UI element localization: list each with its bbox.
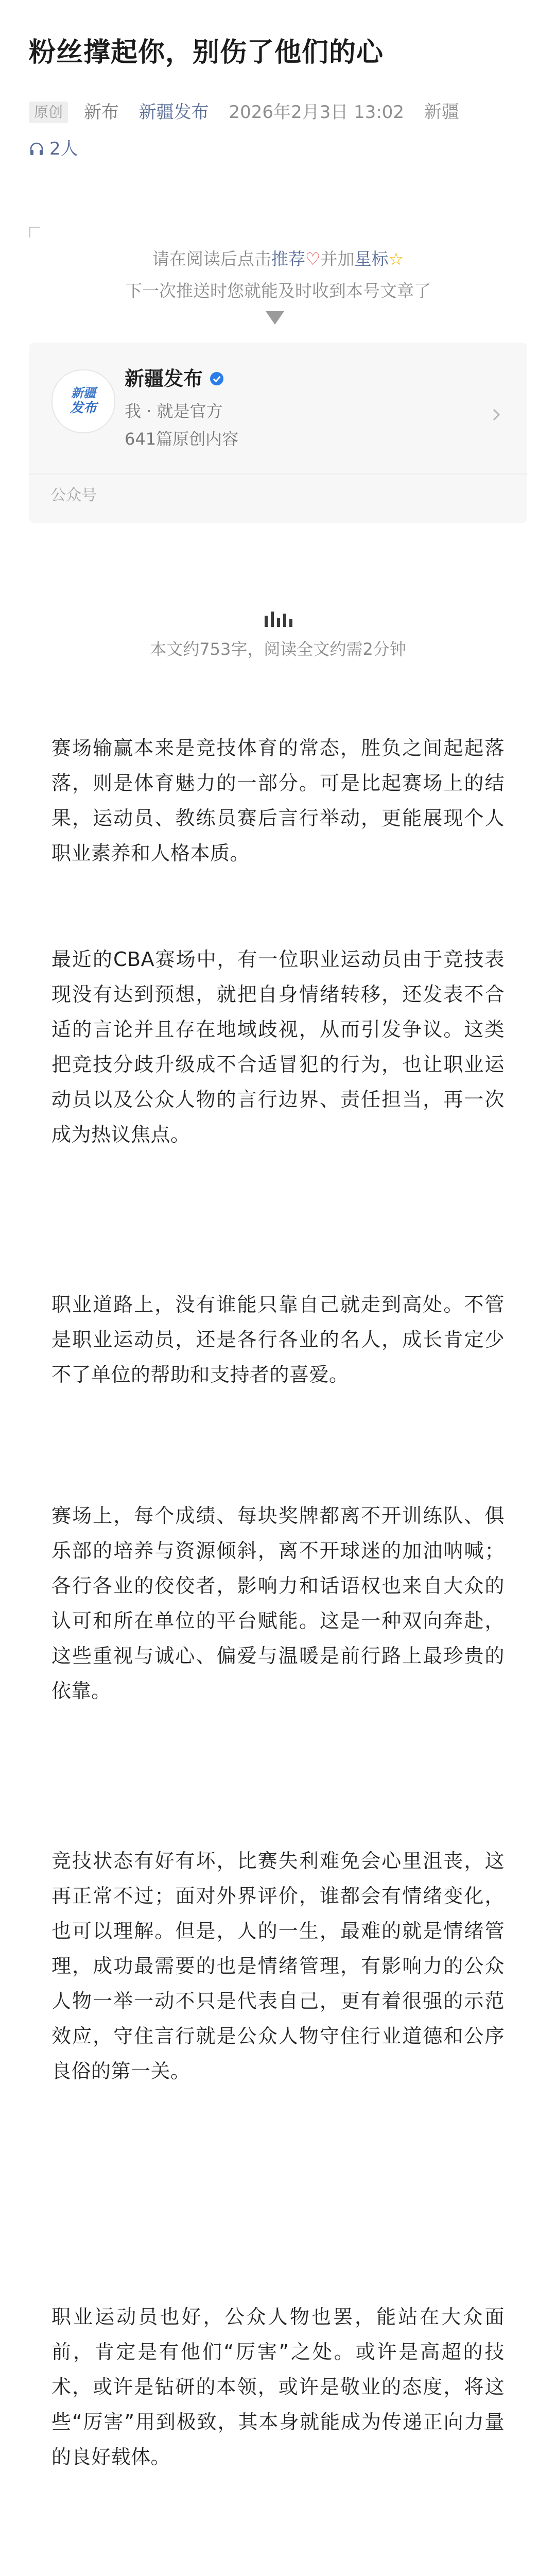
- follow-prompt-prefix: 请在阅读后点击: [152, 249, 271, 269]
- heart-icon: ♡: [305, 249, 321, 269]
- audio-bars-icon: [263, 611, 293, 628]
- original-badge: 原创: [29, 101, 68, 123]
- star-icon: ☆: [388, 249, 404, 269]
- profile-name: [125, 364, 224, 393]
- profile-name-text: 新疆发布: [125, 367, 203, 390]
- verified-icon: [209, 371, 224, 386]
- body-paragraph: 职业运动员也好，公众人物也罢，能站在大众面前，肯定是有他们“厉害”之处。或许是高超的技术，或许是钻研的本领，或许是敬业的态度，将这些“厉害”用到极致，其本身就能成为传递正向力量的良好载体。: [51, 2306, 505, 2468]
- corner-decoration: [29, 227, 40, 238]
- headphones-icon: [29, 141, 44, 157]
- star-mark-link[interactable]: 星标: [354, 249, 389, 269]
- chevron-right-icon: [486, 404, 507, 425]
- card-footer-label: 公众号: [50, 486, 97, 504]
- body-paragraph: 职业道路上，没有谁能只靠自己就走到高处。不管是职业运动员，还是各行各业的名人，成长肯定少不了单位的帮助和支持者的喜爱。: [51, 1293, 505, 1386]
- listen-count-text: 2人: [49, 139, 78, 159]
- article-meta: [29, 98, 533, 126]
- account-profile-card[interactable]: [29, 343, 527, 523]
- down-arrow-icon: [266, 311, 284, 325]
- card-divider: [29, 473, 527, 474]
- account-link[interactable]: 新疆发布: [138, 101, 209, 123]
- follow-prompt-line2: 下一次推送时您就能及时收到本号文章了: [125, 281, 431, 301]
- body-paragraph: 竞技状态有好有坏，比赛失利难免会心里沮丧，这再正常不过；面对外界评价，谁都会有情绪变化，也可以理解。但是，人的一生，最难的就是情绪管理，成功最需要的也是情绪管理，有影响力的公众人物一举一动不只是代表自己，更有着很强的示范效应，守住言行就是公众人物守住行业道德和公序良俗的第一关。: [51, 1850, 505, 2082]
- recommend-link[interactable]: 推荐: [271, 249, 305, 269]
- listen-count[interactable]: [29, 136, 78, 162]
- follow-prompt-mid: 并加: [320, 249, 355, 269]
- follow-prompt-line1: [0, 246, 556, 272]
- article-title: 粉丝撑起你，别伤了他们的心: [29, 37, 384, 68]
- profile-slogan: 我 · 就是官方: [125, 401, 223, 421]
- avatar-text-top: 新疆: [71, 386, 96, 400]
- author-name: 新布: [83, 101, 119, 123]
- publish-region: 新疆: [424, 101, 459, 123]
- body-paragraph: 赛场上，每个成绩、每块奖牌都离不开训练队、俱乐部的培养与资源倾斜，离不开球迷的加油呐喊；各行各业的佼佼者，影响力和话语权也来自大众的认可和所在单位的平台赋能。这是一种双向奔赴，这些重视与诚心、偏爱与温暖是前行路上最珍贵的依靠。: [51, 1504, 505, 1702]
- profile-article-count: 641篇原创内容: [125, 429, 239, 449]
- avatar: [51, 369, 115, 433]
- body-paragraph: 赛场输赢本来是竞技体育的常态，胜负之间起起落落，则是体育魅力的一部分。可是比起赛场上的结果，运动员、教练员赛后言行举动，更能展现个人职业素养和人格本质。: [51, 737, 505, 865]
- word-count: 本文约753字，阅读全文约需2分钟: [150, 639, 406, 659]
- avatar-text-bottom: 发布: [70, 400, 97, 416]
- body-paragraph: 最近的CBA赛场中，有一位职业运动员由于竞技表现没有达到预想，就把自身情绪转移，还发表不合适的言论并且存在地域歧视，从而引发争议。这类把竞技分歧升级成不合适冒犯的行为，也让职业运动员以及公众人物的言行边界、责任担当，再一次成为热议焦点。: [51, 948, 505, 1146]
- publish-date: 2026年2月3日 13:02: [229, 101, 405, 123]
